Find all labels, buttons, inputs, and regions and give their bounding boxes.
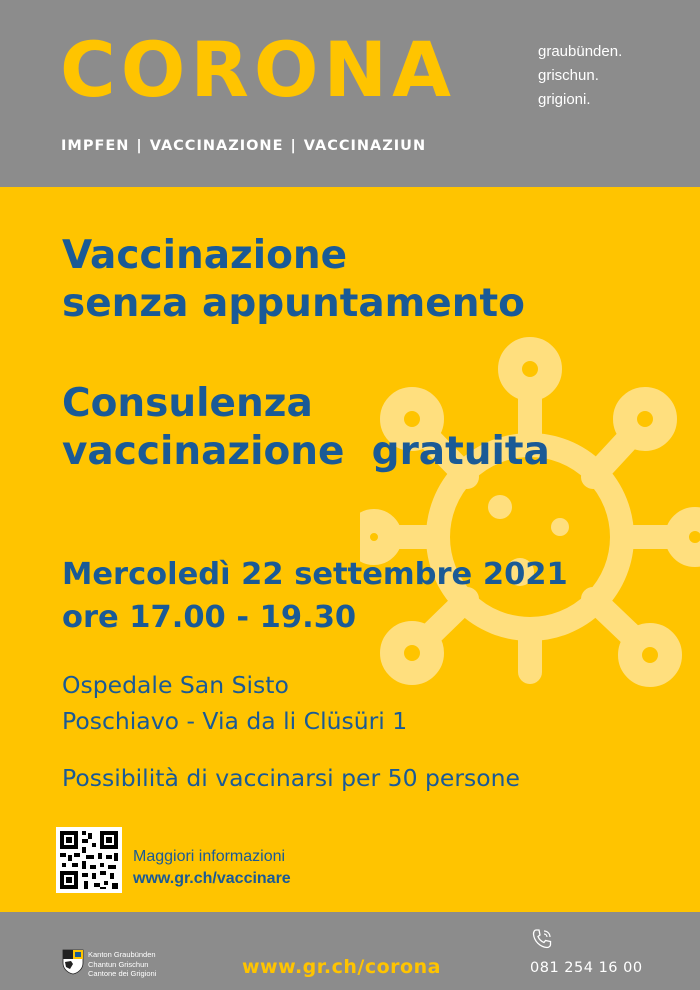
- subline-vaccinaziun: VACCINAZIUN: [303, 138, 427, 154]
- phone-number[interactable]: 081 254 16 00: [530, 960, 643, 976]
- more-info-url[interactable]: www.gr.ch/vaccinare: [133, 870, 291, 887]
- canton-line-italian: Cantone dei Grigioni: [88, 969, 157, 978]
- subline-impfen: IMPFEN: [61, 138, 130, 154]
- event-date: Mercoledì 22 settembre 2021: [62, 557, 568, 592]
- headline1-line2: senza appuntamento: [62, 281, 525, 326]
- canton-line-german: Kanton Graubünden: [88, 950, 156, 959]
- canton-line-romansh: Chantun Grischun: [88, 959, 149, 969]
- headline2-line2: vaccinazione gratuita: [62, 429, 550, 474]
- qr-code[interactable]: [56, 827, 122, 893]
- footer-band: [0, 912, 700, 990]
- event-time: ore 17.00 - 19.30: [62, 600, 357, 635]
- subline: IMPFEN | VACCINAZIONE | VACCINAZIUN: [61, 138, 427, 154]
- headline-no-appointment: [62, 232, 525, 328]
- canton-names: [88, 950, 156, 979]
- headline-consultation: [62, 380, 550, 476]
- more-info-link[interactable]: [133, 868, 291, 890]
- event-datetime: [62, 553, 568, 639]
- capacity-note: Possibilità di vaccinarsi per 50 persone: [62, 764, 520, 792]
- region-line-romansh: grischun.: [538, 67, 599, 84]
- phone-icon: [530, 927, 554, 951]
- subline-vaccinazione: VACCINAZIONE: [149, 138, 284, 154]
- headline2-line1: Consulenza: [62, 381, 313, 426]
- footer-url-link[interactable]: www.gr.ch/corona: [242, 956, 441, 978]
- address-street: Poschiavo - Via da li Clüsüri 1: [62, 707, 408, 735]
- headline1-line1: Vaccinazione: [62, 233, 348, 278]
- more-info: [133, 846, 291, 890]
- main-panel: [0, 187, 700, 912]
- brand-title: CORONA: [60, 25, 456, 114]
- region-names: [538, 40, 622, 112]
- more-info-label: Maggiori informazioni: [133, 848, 286, 865]
- address-venue: Ospedale San Sisto: [62, 671, 289, 699]
- region-line-italian: grigioni.: [538, 91, 591, 108]
- region-line-german: graubünden.: [538, 43, 623, 60]
- event-address: [62, 667, 407, 739]
- canton-coat-of-arms-icon: [62, 949, 84, 975]
- header-band: [0, 0, 700, 187]
